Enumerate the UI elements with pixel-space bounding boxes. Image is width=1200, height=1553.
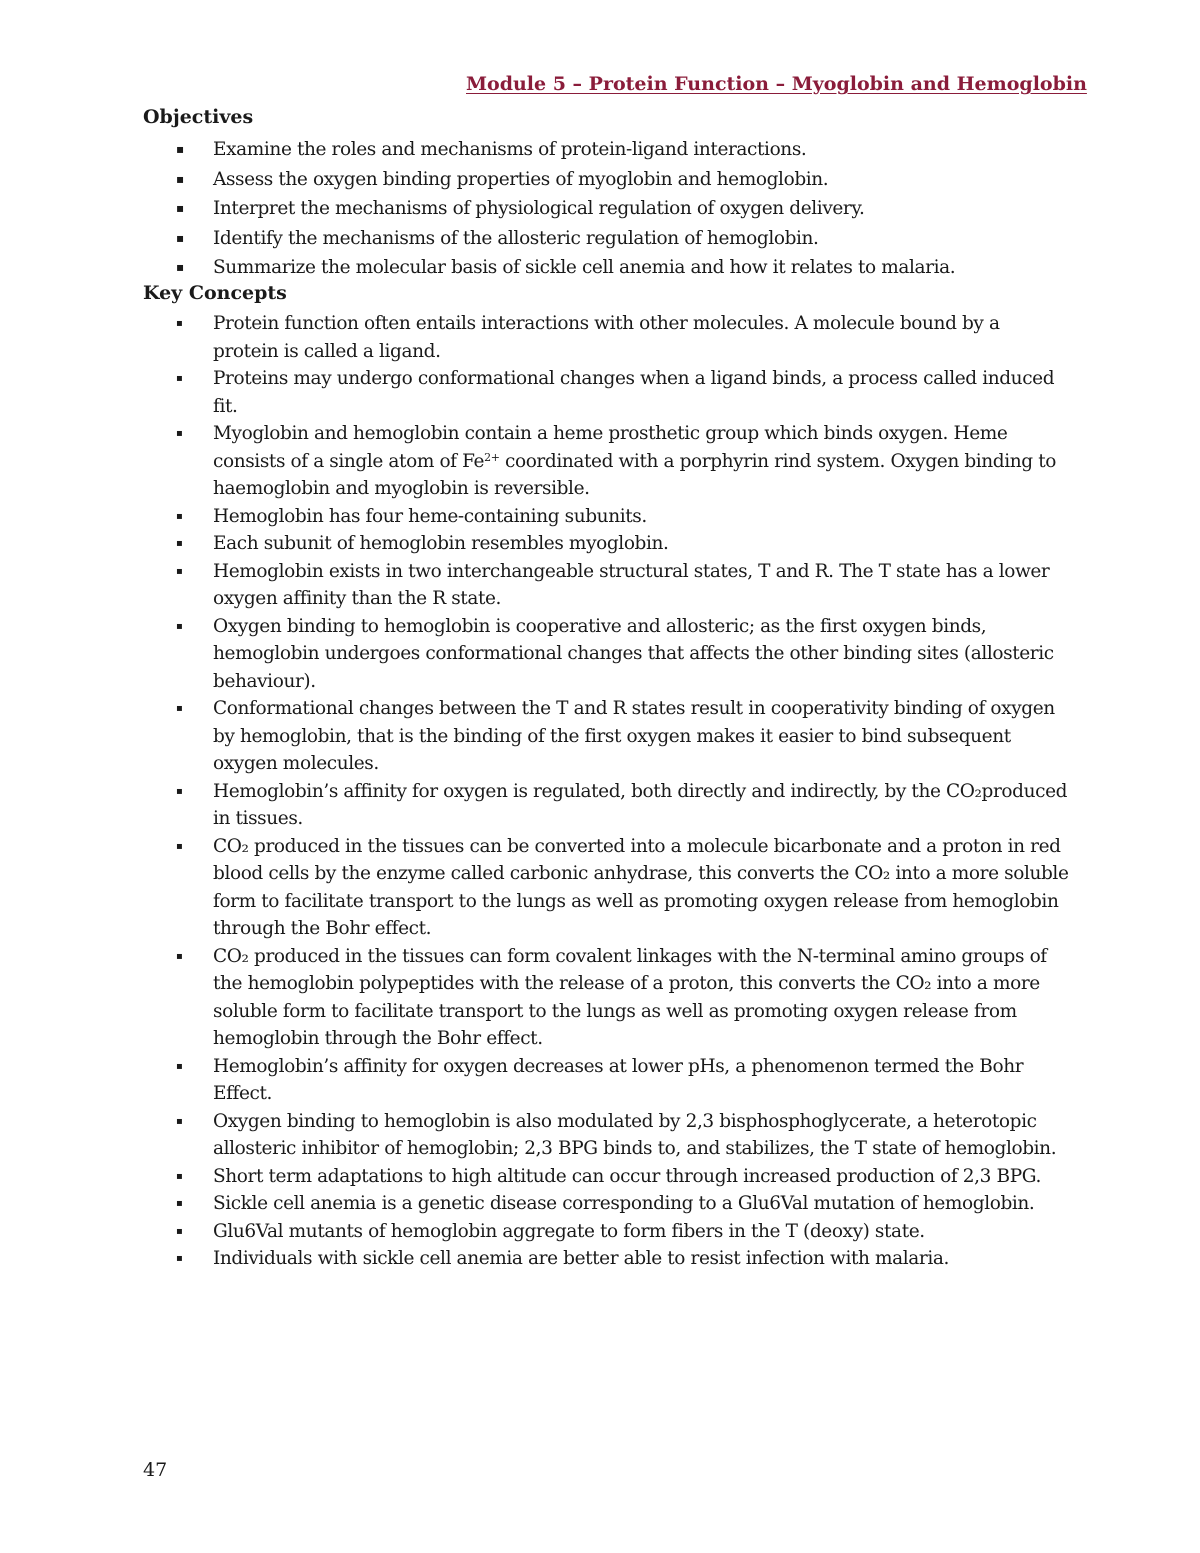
bullet-icon: ▪ [176, 785, 183, 797]
list-item: ▪ Glu6Val mutants of hemoglobin aggregate to form fibers in the T (deoxy) state. [0, 1218, 1200, 1246]
bullet-icon: ▪ [176, 260, 184, 274]
module-title: Module 5 – Protein Function – Myoglobin and Hemoglobin [466, 73, 1087, 95]
list-item: ▪ Hemoglobin has four heme-containing subunits. [0, 503, 1200, 531]
list-item: ▪ Hemoglobin’s affinity for oxygen is regulated, both directly and indirectly, by the CO₂produced in tissues. [0, 778, 1200, 833]
bullet-icon: ▪ [176, 510, 183, 522]
list-item: ▪ Interpret the mechanisms of physiological regulation of oxygen delivery. [0, 194, 1200, 224]
key-concepts-list [0, 310, 1200, 1273]
iron-charge-superscript: 2+ [484, 450, 500, 464]
bullet-icon: ▪ [176, 1253, 183, 1264]
list-item: ▪ Myoglobin and hemoglobin contain a heme prosthetic group which binds oxygen. Heme consists of a single atom of $Fe^{2+}$ coordinated with a porphyrin rind system. Oxygen binding to haemoglobin and myoglobin is reversible. [0, 420, 1200, 503]
list-item: ▪ Proteins may undergo conformational changes when a ligand binds, a process called induced fit. [0, 365, 1200, 420]
list-item: ▪ Oxygen binding to hemoglobin is cooperative and allosteric; as the first oxygen binds, hemoglobin undergoes conformational changes that affects the other binding sites (allosteric behaviour). [0, 613, 1200, 696]
bullet-icon: ▪ [176, 703, 183, 714]
list-item: ▪ Hemoglobin’s affinity for oxygen decreases at lower pHs, a phenomenon termed the Bohr Effect. [0, 1053, 1200, 1108]
list-item: ▪ Protein function often entails interactions with other molecules. A molecule bound by a protein is called a ligand. [0, 310, 1200, 365]
page-number: 47 [143, 1459, 168, 1481]
bullet-icon: ▪ [176, 538, 183, 549]
list-item: ▪ Oxygen binding to hemoglobin is also modulated by 2,3 bisphosphoglycerate, a heterotopic allosteric inhibitor of hemoglobin; 2,3 BPG binds to, and stabilizes, the T state of hemoglobin. [0, 1108, 1200, 1163]
list-item: ▪ Conformational changes between the T and R states result in cooperativity binding of oxygen by hemoglobin, that is the binding of the first oxygen makes it easier to bind subsequent oxygen molecules. [0, 695, 1200, 778]
list-item: ▪ Hemoglobin exists in two interchangeable structural states, T and R. The T state has a lower oxygen affinity than the R state. [0, 558, 1200, 613]
bullet-icon: ▪ [176, 1170, 183, 1182]
bullet-icon: ▪ [176, 950, 183, 962]
list-item: ▪ Assess the oxygen binding properties of myoglobin and hemoglobin. [0, 165, 1200, 195]
bullet-icon: ▪ [176, 318, 183, 329]
list-item: ▪ CO₂ produced in the tissues can be converted into a molecule bicarbonate and a proton in red blood cells by the enzyme called carbonic anhydrase, this converts the CO₂ into a more soluble form to facilitate transport to the lungs as well as promoting oxygen release from hemoglobin through the Bohr effect. [0, 833, 1200, 943]
bullet-icon: ▪ [176, 840, 183, 852]
bullet-icon: ▪ [176, 1115, 183, 1127]
list-item: ▪ Short term adaptations to high altitude can occur through increased production of 2,3 BPG. [0, 1163, 1200, 1191]
bullet-icon: ▪ [176, 1060, 183, 1072]
objectives-heading: Objectives [143, 106, 254, 128]
bullet-icon: ▪ [176, 171, 184, 186]
bullet-icon: ▪ [176, 373, 183, 384]
bullet-icon: ▪ [176, 201, 184, 215]
bullet-icon: ▪ [176, 230, 184, 245]
list-item: ▪ Examine the roles and mechanisms of protein-ligand interactions. [0, 135, 1200, 165]
list-item: ▪ Sickle cell anemia is a genetic disease corresponding to a Glu6Val mutation of hemoglobin. [0, 1190, 1200, 1218]
objectives-list [0, 135, 1200, 283]
bullet-icon: ▪ [176, 142, 184, 156]
bullet-icon: ▪ [176, 428, 183, 439]
list-item: ▪ CO₂ produced in the tissues can form covalent linkages with the N-terminal amino groups of the hemoglobin polypeptides with the release of a proton, this converts the CO₂ into a more soluble form to facilitate transport to the lungs as well as promoting oxygen release from hemoglobin through the Bohr effect. [0, 943, 1200, 1053]
bullet-icon: ▪ [176, 565, 183, 577]
list-item: ▪ Identify the mechanisms of the allosteric regulation of hemoglobin. [0, 224, 1200, 254]
list-item: ▪ Summarize the molecular basis of sickle cell anemia and how it relates to malaria. [0, 253, 1200, 283]
bullet-icon: ▪ [176, 620, 183, 632]
key-concepts-heading: Key Concepts [143, 282, 287, 304]
bullet-icon: ▪ [176, 1198, 183, 1209]
list-item: ▪ Individuals with sickle cell anemia are better able to resist infection with malaria. [0, 1245, 1200, 1273]
list-item: ▪ Each subunit of hemoglobin resembles myoglobin. [0, 530, 1200, 558]
bullet-icon: ▪ [176, 1225, 183, 1237]
